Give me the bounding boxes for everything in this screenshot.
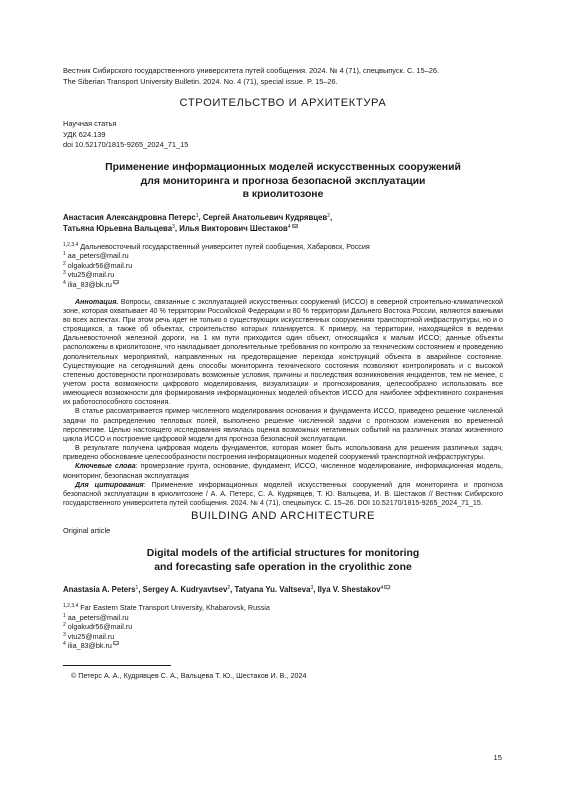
doi-link[interactable]: doi 10.52170/1815-9265_2024_71_15	[63, 140, 189, 149]
article-type-ru: Научная статья	[63, 119, 117, 129]
keywords-text: : промерзание грунта, основание, фундамент, ИССО, численное моделирование, информационная модель, мониторинг, безопасная эксплуатация	[63, 462, 503, 480]
title-line: в криолитозоне	[242, 189, 324, 201]
section-title-en: BUILDING AND ARCHITECTURE	[190, 510, 376, 523]
affiliation-text: Дальневосточный государственный университет путей сообщения, Хабаровск, Россия	[78, 241, 370, 251]
article-title-ru	[63, 161, 503, 201]
abstract-ru	[63, 298, 503, 509]
author-name: Сергей Анатольевич Кудрявцев	[202, 212, 328, 222]
udk-code: УДК 624.139	[63, 129, 106, 139]
article-title-en	[63, 547, 503, 574]
section-title-ru: СТРОИТЕЛЬСТВО И АРХИТЕКТУРА	[179, 97, 387, 110]
affiliation-text: Far Eastern State Transport University, Khabarovsk, Russia	[78, 603, 270, 612]
email-sup: 1	[63, 612, 66, 619]
email-sup: 4	[63, 641, 66, 648]
article-page	[63, 66, 503, 681]
author-name: Anastasia A. Peters	[63, 585, 136, 594]
title-line: для мониторинга и прогноза безопасной эксплуатации	[140, 175, 426, 187]
email-link[interactable]: aa_peters@mail.ru	[65, 612, 129, 622]
email-link[interactable]: olgakudr56@mail.ru	[65, 622, 133, 632]
author-separator: ,	[138, 585, 143, 594]
author-sup: 2	[227, 585, 231, 591]
citation-text: : Применение информационных моделей искусственных сооружений для мониторинга и прогноза безопасной эксплуатации в криолитозоне / А. А. Петерс, С. А. Кудрявцев, Т. Ю. Вальцева, И. В. Шестаков // Вестник Сибирского государственного университета путей сообщения. 2024. № 4 (71), спецвыпуск. С. 15–26. DOI 10.52170/1815-9265_2024_71_15.	[63, 480, 503, 508]
author-name: Sergey A. Kudryavtsev	[142, 585, 228, 594]
author-separator: ,	[174, 223, 180, 233]
citation-label: Для цитирования	[75, 480, 144, 489]
author-sup: 3	[172, 223, 175, 230]
email-sup: 3	[63, 631, 66, 638]
email-sup: 1	[63, 251, 66, 258]
article-meta-ru	[63, 119, 503, 150]
keywords-label: Ключевые слова	[75, 462, 136, 471]
journal-header	[63, 66, 503, 87]
envelope-icon	[292, 224, 298, 228]
abstract-text: Вопросы, связанные с эксплуатацией искусственных сооружений (ИССО) в северной строительно-климатической зоне, которая охватывает 40 % территории Российской Федерации и 80 % территории Дальнего Востока России, являются важными во всех аспектах. При этом речь идет не только о существующих искусственных сооружениях транспортной инфраструктуры, но и о строящихся, а также об объектах, строительство которых планируется. К примеру, на территории, находящейся в ведении Дальневосточной железной дороги, на 1 км пути приходится один объект, относящийся к малым ИССО; данные объекты расположены в криолитозоне, что накладывает дополнительные требования по контролю за техническим состоянием и проведению дополнительных мероприятий, направленных на предотвращение перехода конструкций объекта в аварийное состояние. Существующие на сегодняшний день способы мониторинга технического состояния позволяют контролировать и с высокой степенью достоверности прогнозировать возможные условия, причины и последствия возникновения инцидентов, тем не менее, с учетом роста возможности цифрового моделирования, визуализации и прогнозирования, целесообразно использовать все имеющиеся возможности для формирования информационных моделей объектов ИССО для наиболее эффективного сохранения их работоспособного состояния.	[63, 297, 503, 407]
author-separator: ,	[230, 585, 235, 594]
author-separator: ,	[313, 585, 318, 594]
title-line: Digital models of the artificial structures for monitoring	[146, 548, 420, 560]
abstract-paragraph: В статье рассматривается пример численного моделирования основания и фундамента ИССО, приведено решение численной задачи по распределению тепловых полей, выполнено решение численной задачи с прогнозом изменения во временной перспективе. Целью настоящего исследования являлась оценка возможных негативных событий на различных этапах жизненного цикла ИССО и построение цифровой модели для прогноза безопасной эксплуатации.	[63, 407, 503, 443]
journal-citation-en: The Siberian Transport University Bulletin. 2024. No. 4 (71), special issue. P. 15–26.	[63, 76, 338, 86]
author-name: Илья Викторович Шестаков	[179, 223, 288, 233]
email-link[interactable]: ilia_83@bk.ru	[65, 641, 112, 651]
affiliation-sup: 1,2,3,4	[63, 603, 79, 609]
abstract-paragraph	[63, 298, 503, 408]
journal-citation-ru: Вестник Сибирского государственного университета путей сообщения. 2024. № 4 (71), спецвыпуск. С. 15–26.	[63, 66, 439, 75]
author-separator: ,	[198, 212, 203, 222]
email-link[interactable]: aa_peters@mail.ru	[65, 251, 129, 261]
abstract-paragraph: В результате получена цифровая модель фундаментов, которая может быть использована для решения различных задач, приведено обоснование целесообразности построения информационных моделей сооружений транспортной инфраструктуры.	[63, 444, 503, 462]
title-line: and forecasting safe operation in the cryolithic zone	[154, 561, 412, 573]
author-sup: 1	[195, 212, 199, 219]
envelope-icon	[113, 641, 119, 645]
page-number: 15	[493, 753, 502, 762]
affiliation-ru	[63, 242, 503, 290]
envelope-icon	[384, 585, 390, 589]
email-link[interactable]: vtu25@mail.ru	[65, 270, 115, 280]
author-sup: 3	[310, 585, 314, 591]
author-name: Анастасия Александровна Петерс	[63, 212, 196, 222]
email-link[interactable]: ilia_83@bk.ru	[65, 280, 112, 289]
email-sup: 4	[63, 280, 66, 286]
footnote-divider	[63, 665, 171, 666]
author-sup: 4	[287, 223, 291, 230]
email-link[interactable]: vtu25@mail.ru	[65, 631, 115, 641]
author-name: Tatyana Yu. Valtseva	[234, 585, 311, 594]
keywords-paragraph	[63, 462, 503, 480]
email-link[interactable]: olgakudr56@mail.ru	[65, 260, 133, 270]
email-sup: 2	[63, 622, 66, 629]
authors-en	[63, 584, 503, 595]
citation-paragraph	[63, 481, 503, 508]
affiliation-en	[63, 603, 503, 651]
author-name: Ilya V. Shestakov	[317, 585, 381, 594]
author-separator: ,	[329, 212, 333, 222]
author-sup: 2	[327, 212, 330, 219]
author-sup: 4	[380, 585, 384, 591]
copyright-notice: © Петерс А. А., Кудрявцев С. А., Вальцева Т. Ю., Шестаков И. В., 2024	[71, 670, 307, 680]
article-type-en: Original article	[63, 526, 111, 536]
title-line: Применение информационных моделей искусственных сооружений	[105, 162, 461, 174]
abstract-label: Аннотация.	[75, 297, 119, 306]
author-sup: 1	[135, 585, 139, 591]
author-name: Татьяна Юрьевна Вальцева	[63, 223, 173, 233]
email-sup: 2	[63, 260, 66, 267]
envelope-icon	[113, 280, 119, 284]
authors-ru	[63, 212, 503, 234]
affiliation-sup: 1,2,3,4	[63, 241, 79, 248]
email-sup: 3	[63, 270, 66, 277]
